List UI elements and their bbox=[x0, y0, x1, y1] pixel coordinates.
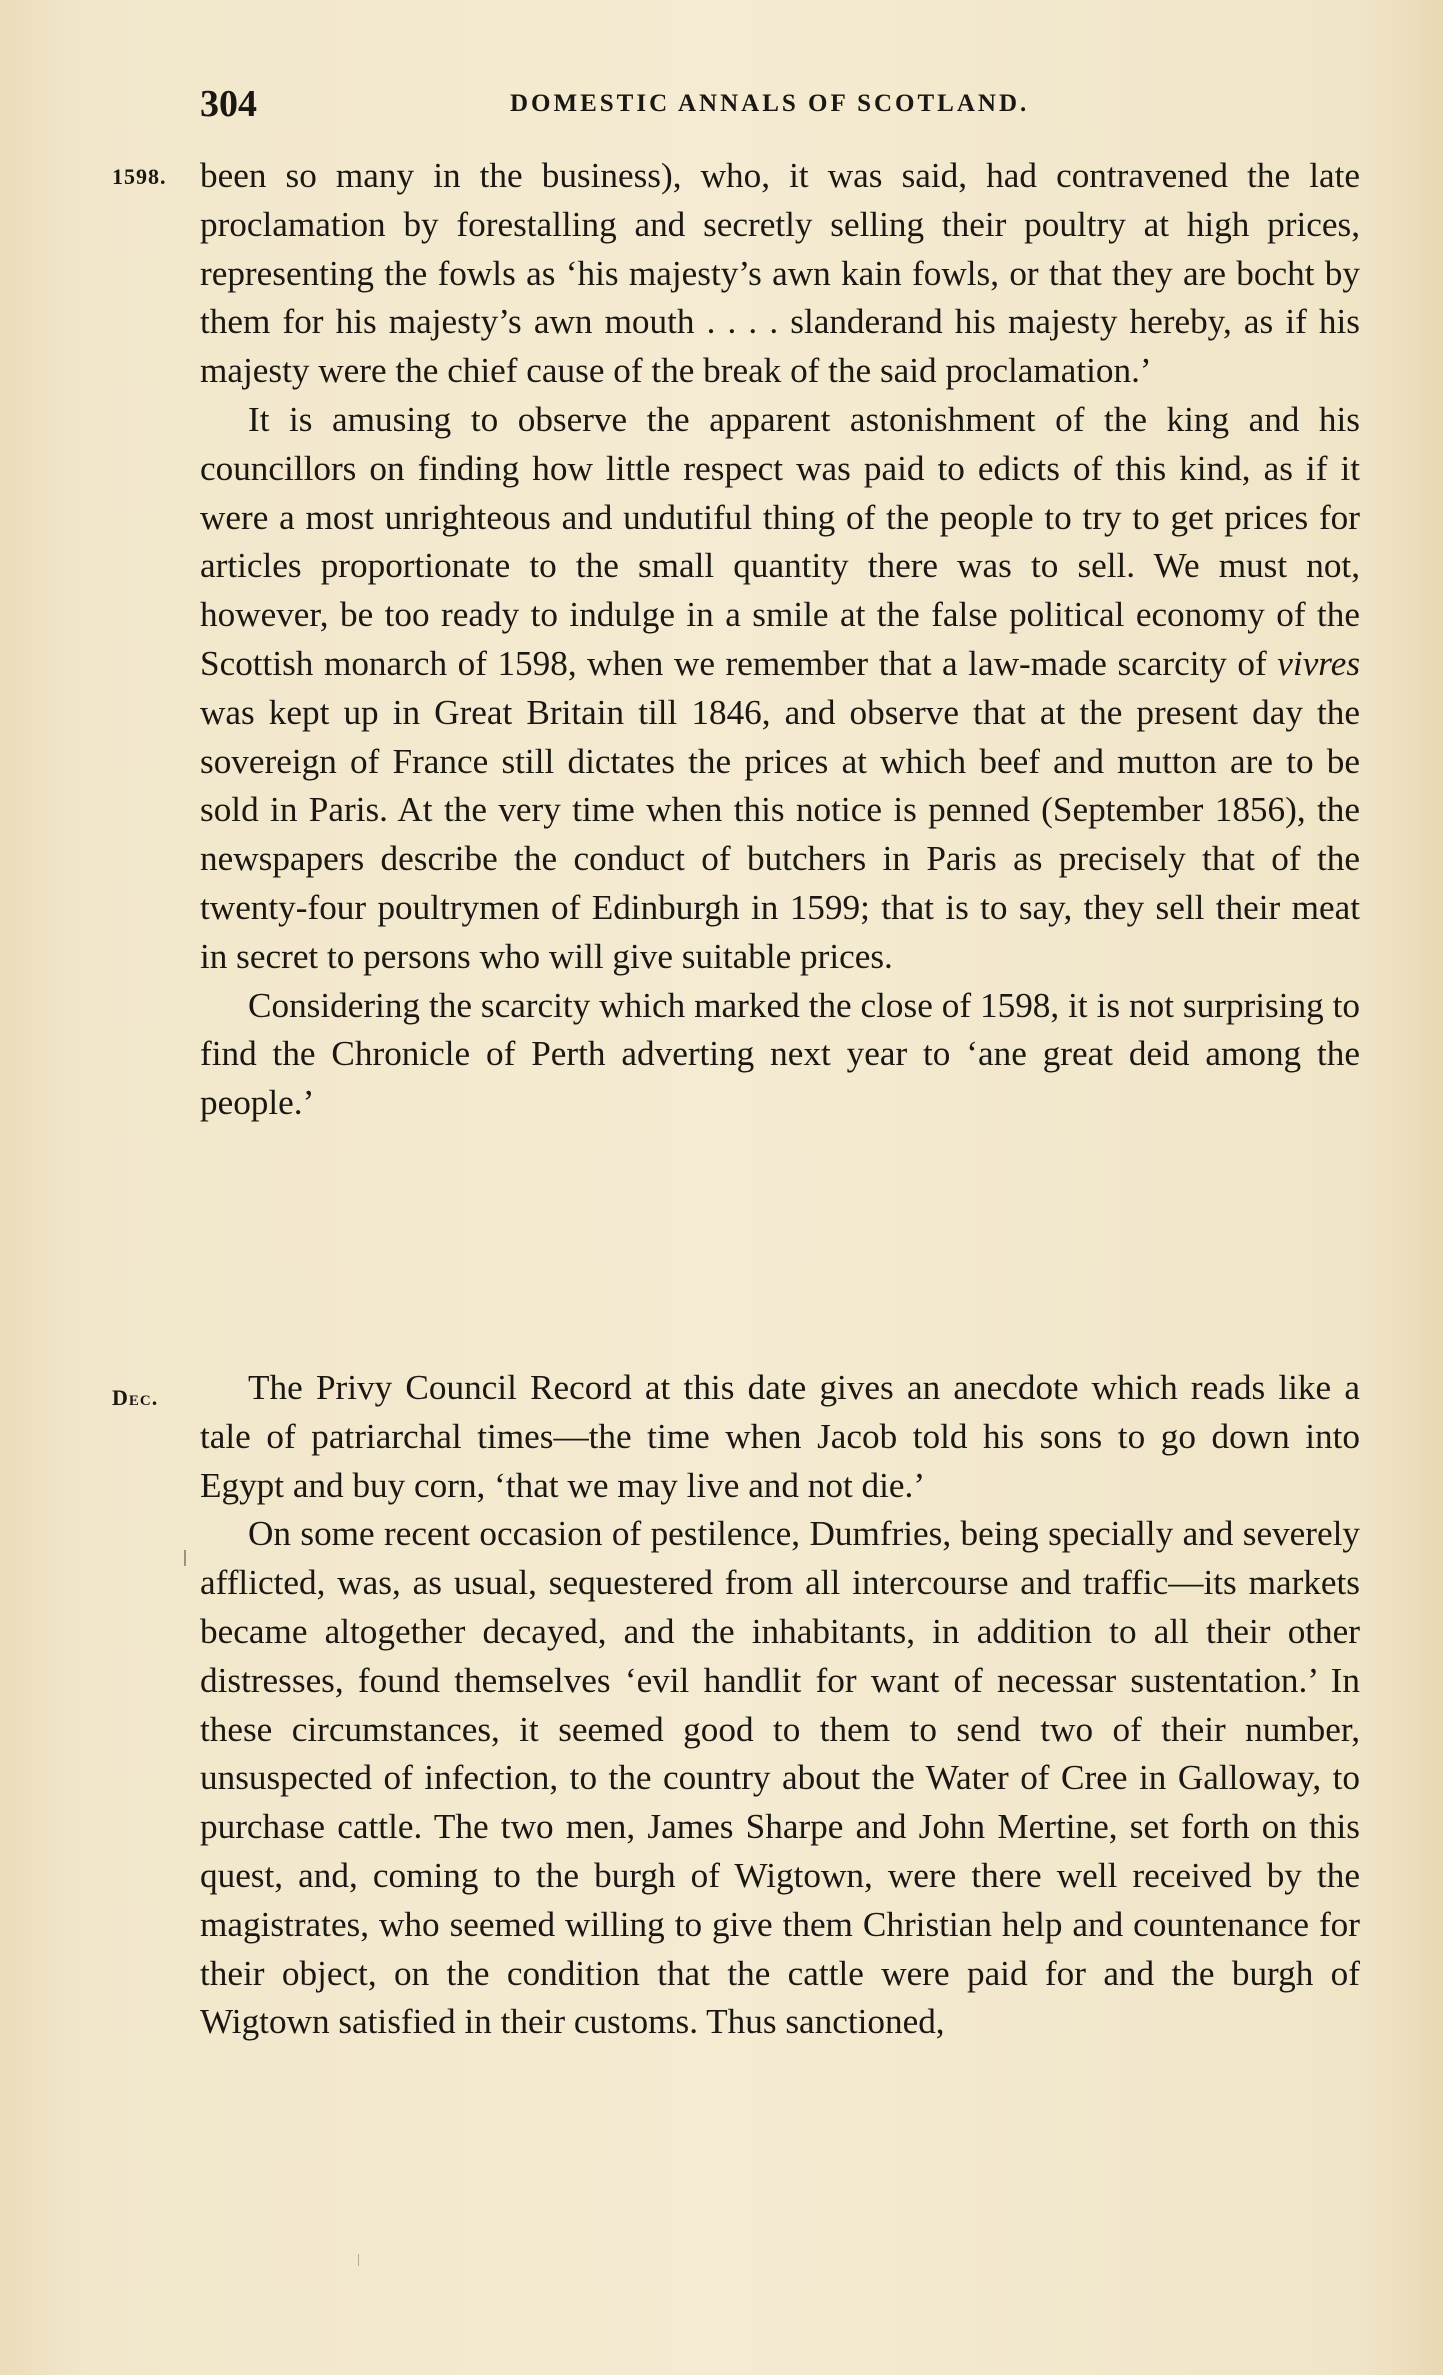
page-number: 304 bbox=[200, 83, 257, 125]
paragraph-privy-council: The Privy Council Record at this date gives an anecdote which reads like a tale of patriarchal times—the time when Jacob told his sons to go down into Egypt and buy corn, ‘that we may live and not die.’ bbox=[200, 1368, 1360, 1505]
running-head bbox=[200, 76, 1360, 132]
text-section-1598 bbox=[200, 152, 1360, 1128]
stray-ink-mark bbox=[184, 1550, 186, 1566]
running-title: DOMESTIC ANNALS OF SCOTLAND. bbox=[510, 90, 1030, 117]
paragraph-text: was kept up in Great Britain till 1846, and observe that at the present day the sovereign of France still dictates the prices at which beef and mutton are to be sold in Paris. At the very time when this notice is penned (September 1856), the newspapers describe the conduct of butchers in Paris as precisely that of the twenty-four poultrymen of Edinburgh in 1599; that is to say, they sell their meat in secret to persons who will give suitable prices. bbox=[200, 692, 1360, 976]
paragraph-text: It is amusing to observe the apparent astonishment of the king and his councillors on finding how little respect was paid to edicts of this kind, as if it were a most unrighteous and undutiful thing of the people to try to get prices for articles proportionate to the small quantity there was to sell. We must not, however, be too ready to indulge in a smile at the false political economy of the Scottish monarch of 1598, when we remember that a law-made scarcity of bbox=[200, 399, 1360, 683]
margin-month-note: Dec. bbox=[112, 1385, 159, 1410]
paragraph-dumfries: On some recent occasion of pestilence, Dumfries, being specially and severely afflicted, was, as usual, sequestered from all intercourse and traffic—its markets became altogether decayed, and the inhabitants, in addition to all their other distresses, found themselves ‘evil handlit for want of necessar sustentation.’ In these circumstances, it seemed good to them to send two of their number, unsuspected of infection, to the country about the Water of Cree in Galloway, to purchase cattle. The two men, James Sharpe and John Mertine, set forth on this quest, and, coming to the burgh of Wigtown, were there well received by the magistrates, who seemed willing to give them Christian help and countenance for their object, on the condition that the cattle were paid for and the burgh of Wigtown satisfied in their customs. Thus sanctioned, bbox=[200, 1514, 1360, 2042]
paragraph-scarcity: Considering the scarcity which marked the close of 1598, it is not surprising to find the Chronicle of Perth adverting next year to ‘ane great deid among the people.’ bbox=[200, 985, 1360, 1123]
margin-year-note: 1598. bbox=[112, 164, 167, 189]
paragraph-continuation: been so many in the business), who, it was said, had contravened the late proclamation by forestalling and secretly selling their poultry at high prices, representing the fowls as ‘his majesty’s awn kain fowls, or that they are bocht by them for his majesty’s awn mouth . . . . slanderand his majesty hereby, as if his majesty were the chief cause of the break of the said proclamation.’ bbox=[200, 156, 1360, 391]
italic-term: vivres bbox=[1277, 643, 1361, 683]
text-section-december bbox=[200, 1364, 1360, 2047]
paragraph-political-economy bbox=[200, 396, 1360, 982]
stray-ink-mark bbox=[358, 2254, 359, 2266]
